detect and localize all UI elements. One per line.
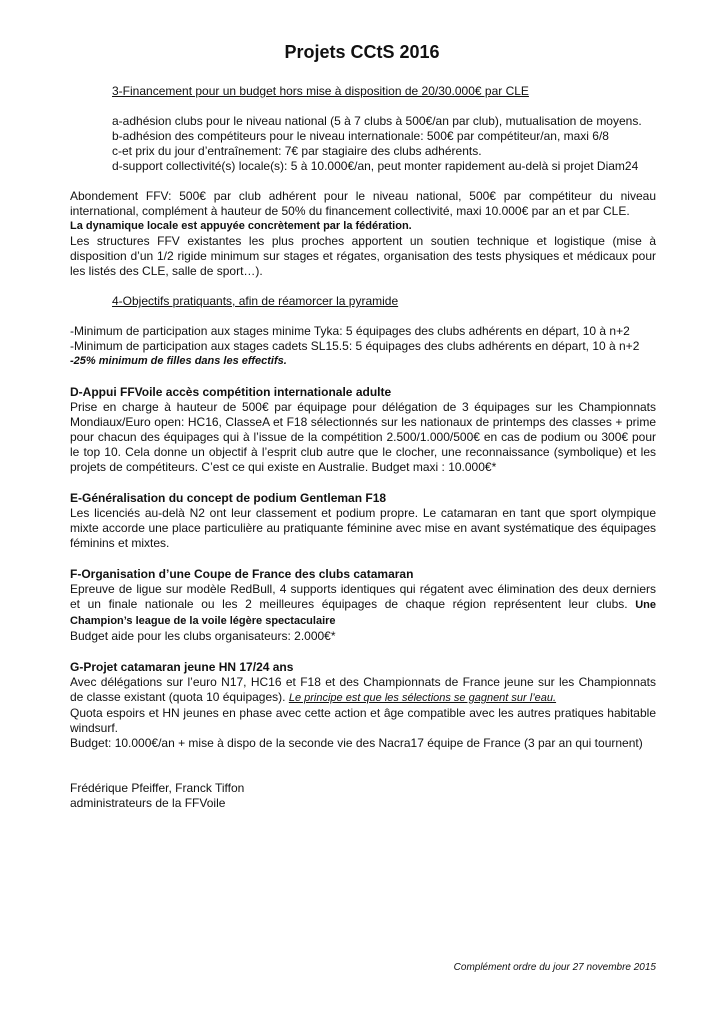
section-g-italic: Le principe est que les sélections se gagnent sur l’eau. (288, 692, 557, 704)
section-3-heading: 3-Financement pour un budget hors mise à disposition de 20/30.000€ par CLE (112, 84, 529, 98)
financing-item-b: b-adhésion des compétiteurs pour le niveau internationale: 500€ par compétiteur/an, maxi 6/8 (112, 129, 609, 143)
section-f-heading: F-Organisation d’une Coupe de France des clubs catamaran (70, 567, 414, 581)
document-title: Projets CCtS 2016 (284, 42, 440, 62)
section-4-heading: 4-Objectifs pratiquants, afin de réamorcer la pyramide (112, 294, 399, 308)
abondement-bold-note: La dynamique locale est appuyée concrètement par la fédération. (70, 220, 412, 232)
objective-line-1: -Minimum de participation aux stages minime Tyka: 5 équipages des clubs adhérents en départ, 10 à n+2 (70, 324, 630, 338)
section-d-heading: D-Appui FFVoile accès compétition internationale adulte (70, 385, 392, 399)
objective-line-3: -25% minimum de filles dans les effectifs. (70, 355, 287, 367)
signature-role: administrateurs de la FFVoile (70, 796, 226, 810)
document-body (70, 84, 656, 811)
objective-line-2: -Minimum de participation aux stages cadets SL15.5: 5 équipages des clubs adhérents en départ, 10 à n+2 (70, 339, 640, 353)
section-g-heading: G-Projet catamaran jeune HN 17/24 ans (70, 660, 294, 674)
section-e-heading: E-Généralisation du concept de podium Gentleman F18 (70, 491, 387, 505)
structures-paragraph: Les structures FFV existantes les plus proches apportent un soutien technique et logistique (mise à disposition d’un 1/2 rigide minimum sur stages et régates, organisation des tests physiques et médicaux pour les listés des CLE, salle de sport…). (70, 234, 656, 278)
section-f-bold: Une Champion’s league de la voile légère spectaculaire (70, 599, 656, 627)
financing-item-d: d-support collectivité(s) locale(s): 5 à 10.000€/an, peut monter rapidement au-delà si projet Diam24 (112, 159, 639, 173)
section-e-text: Les licenciés au-delà N2 ont leur classement et podium propre. Le catamaran en tant que sport olympique mixte accorde une place particulière au pratiquante féminine avec mise en avant systématique des équipages féminins et mixtes. (70, 506, 656, 550)
section-f-paragraph (70, 582, 656, 629)
section-f-text: Epreuve de ligue sur modèle RedBull, 4 supports identiques qui régatent avec élimination des deux derniers et un finale nationale ou les 2 meilleures équipages de chaque région représentent leur clubs. (70, 582, 656, 611)
abondement-paragraph: Abondement FFV: 500€ par club adhérent pour le niveau national, 500€ par compétiteur du niveau international, complément à hauteur de 50% du financement collectivité, maxi 10.000€ par an et par CLE. (70, 189, 656, 218)
section-g-text: Avec délégations sur l’euro N17, HC16 et F18 et des Championnats de France jeune sur les Championnats de classe existant (quota 10 équipages). (70, 675, 656, 704)
financing-item-a: a-adhésion clubs pour le niveau national (5 à 7 clubs à 500€/an par club), mutualisation de moyens. (112, 114, 642, 128)
footer-note: Complément ordre du jour 27 novembre 2015 (453, 962, 656, 973)
section-g-budget: Budget: 10.000€/an + mise à dispo de la seconde vie des Nacra17 équipe de France (3 par an qui tournent) (70, 736, 643, 750)
section-f-budget: Budget aide pour les clubs organisateurs: 2.000€* (70, 629, 336, 643)
financing-item-c: c-et prix du jour d’entraînement: 7€ par stagiaire des clubs adhérents. (112, 144, 482, 158)
section-g-paragraph (70, 675, 656, 706)
section-g-quota: Quota espoirs et HN jeunes en phase avec cette action et âge compatible avec les autres pratiques habitable windsurf. (70, 706, 656, 735)
section-d-text: Prise en charge à hauteur de 500€ par équipage pour délégation de 3 équipages sur les Championnats Mondiaux/Euro open: HC16, ClasseA et F18 sélectionnés sur les nationaux de printemps des classes + prime pour chacun des équipages qui à l’issue de la compétition 2.500/1.000/500€ en cas de podium ou 300€ pour le top 10. Cela donne un objectif à l’esprit club autre que le clocher, une reconnaissance (symbolique) et les projets de compétiteurs. C’est ce qui existe en Australie. Budget maxi : 10.000€* (70, 400, 656, 474)
signature-names: Frédérique Pfeiffer, Franck Tiffon (70, 781, 245, 795)
